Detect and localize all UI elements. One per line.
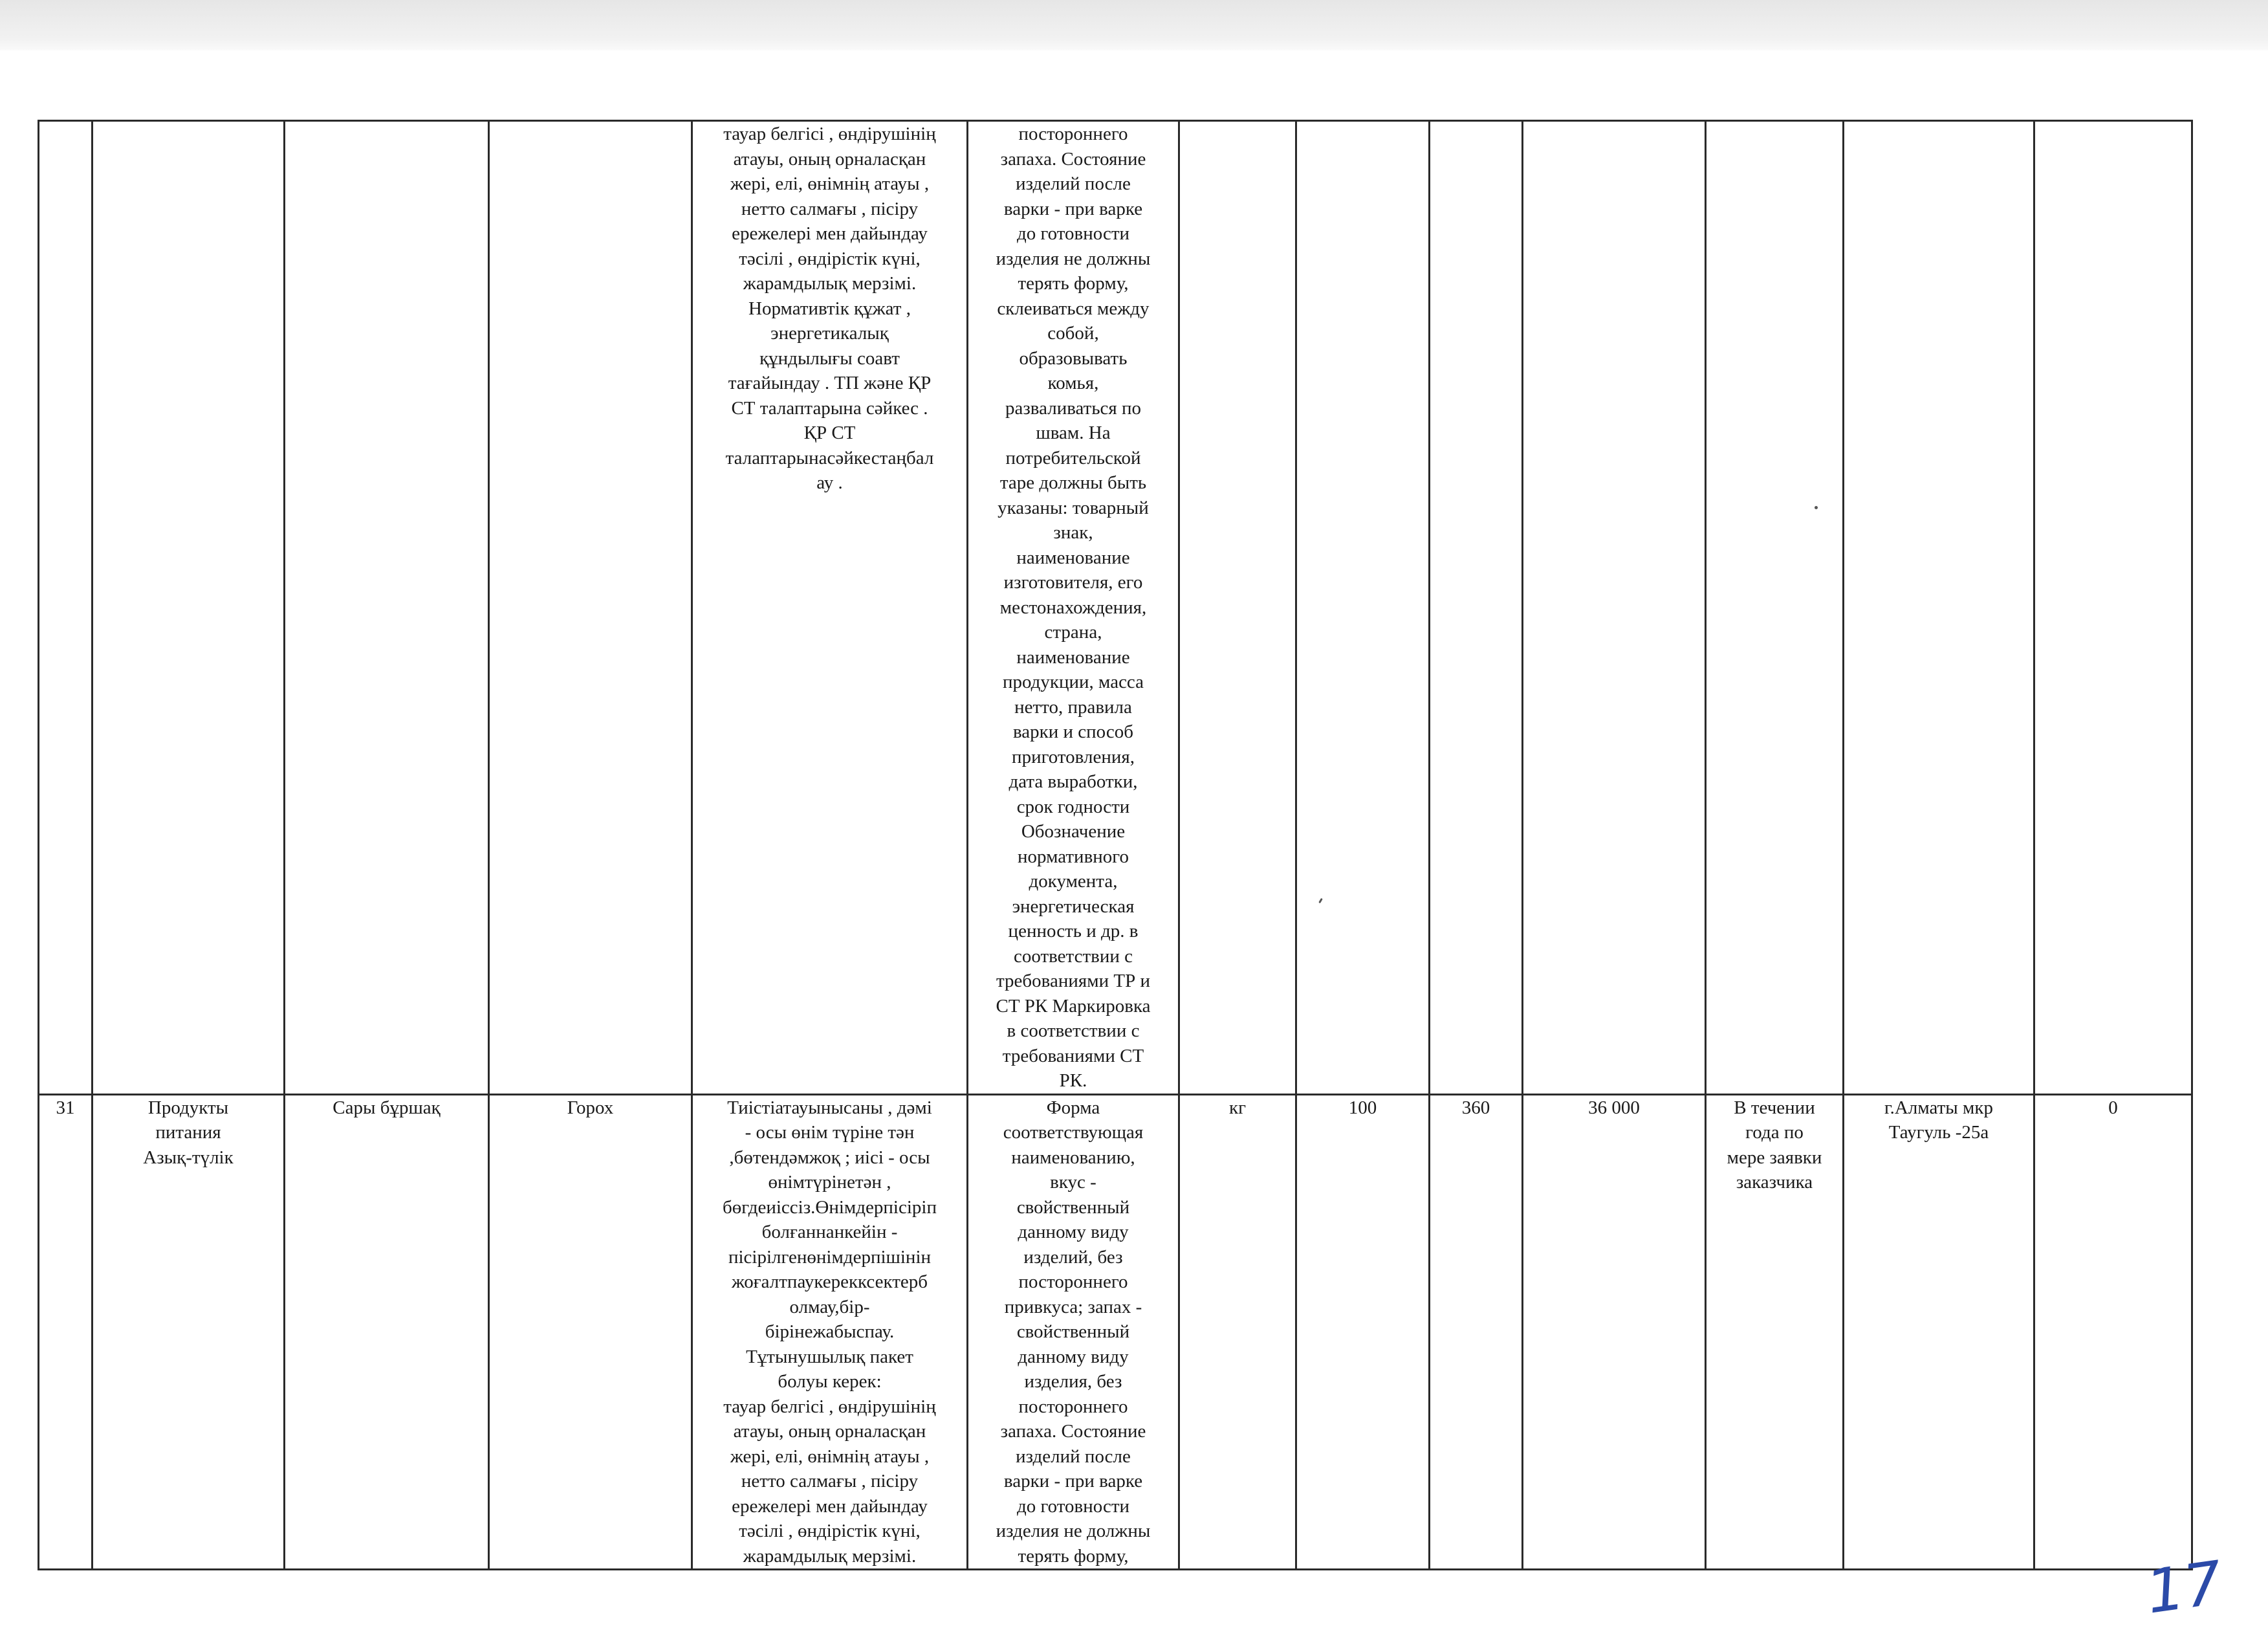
cell-term: В течении года по мере заявки заказчика [1706,1094,1844,1570]
table-row [39,1094,2192,1570]
cell-advance: 0 [2034,1094,2192,1570]
procurement-table [38,120,2193,1570]
scan-top-edge [0,0,2268,57]
cell-quantity [1296,121,1430,1095]
cell-quantity: 100 [1296,1094,1430,1570]
cell-spec-kz: тауар белгісі , өндірушінің атауы, оның орналасқан жері, елі, өнімнің атауы , нетто салмағы , пісіру ережелері мен дайындау тәсілі , өндірістік күні, жарамдылық мерзімі. Нормативтік құжат , энергетикалық құндылығы соавт тағайындау . ТП және ҚР СТ талаптарына сәйкес . ҚР СТ талаптарынасәйкестаңбал ау . [692,121,968,1095]
cell-spec-ru: Форма соответствующая наименованию, вкус - свойственный данному виду изделий, без постороннего привкуса; запах - свойственный данному виду изделия, без постороннего запаха. Состояние изделий после варки - при варке до готовности изделия не должны терять форму, [968,1094,1179,1570]
cell-total: 36 000 [1523,1094,1706,1570]
table-row [39,121,2192,1095]
cell-category [93,121,285,1095]
cell-name-ru: Горох [489,1094,692,1570]
cell-place [1844,121,2034,1095]
cell-name-kz: Сары бұршақ [285,1094,489,1570]
cell-total [1523,121,1706,1095]
cell-name-ru [489,121,692,1095]
cell-advance [2034,121,2192,1095]
cell-unit [1179,121,1296,1095]
cell-number [39,121,93,1095]
cell-unit: кг [1179,1094,1296,1570]
handwritten-page-number: 17 [2142,1548,2227,1627]
cell-term [1706,121,1844,1095]
cell-price [1430,121,1523,1095]
cell-name-kz [285,121,489,1095]
cell-price: 360 [1430,1094,1523,1570]
scan-speck [1815,506,1818,509]
cell-place: г.Алматы мкр Таугуль -25а [1844,1094,2034,1570]
cell-category: Продукты питания Азық-түлік [93,1094,285,1570]
cell-spec-kz: Тиістіатауынысаны , дәмі - осы өнім түріне тән ,бөтендәмжоқ ; иісі - осы өнімтүрінетән , бөгдеиіссіз.Өнімдерпісіріп болғаннанкейін - пісірілгенөнімдерпішінін жоғалтпаукерекксектерб олмау,бір- бірінежабыспау. Тұтынушылық пакет болуы керек: тауар белгісі , өндірушінің атауы, оның орналасқан жері, елі, өнімнің атауы , нетто салмағы , пісіру ережелері мен дайындау тәсілі , өндірістік күні, жарамдылық мерзімі. [692,1094,968,1570]
cell-spec-ru: постороннего запаха. Состояние изделий после варки - при варке до готовности изделия не должны терять форму, склеиваться между собой, образовывать комья, разваливаться по швам. На потребительской таре должны быть указаны: товарный знак, наименование изготовителя, его местонахождения, страна, наименование продукции, масса нетто, правила варки и способ приготовления, дата выработки, срок годности Обозначение нормативного документа, энергетическая ценность и др. в соответствии с требованиями ТР и СТ РК Маркировка в соответствии с требованиями СТ РК. [968,121,1179,1095]
cell-number: 31 [39,1094,93,1570]
